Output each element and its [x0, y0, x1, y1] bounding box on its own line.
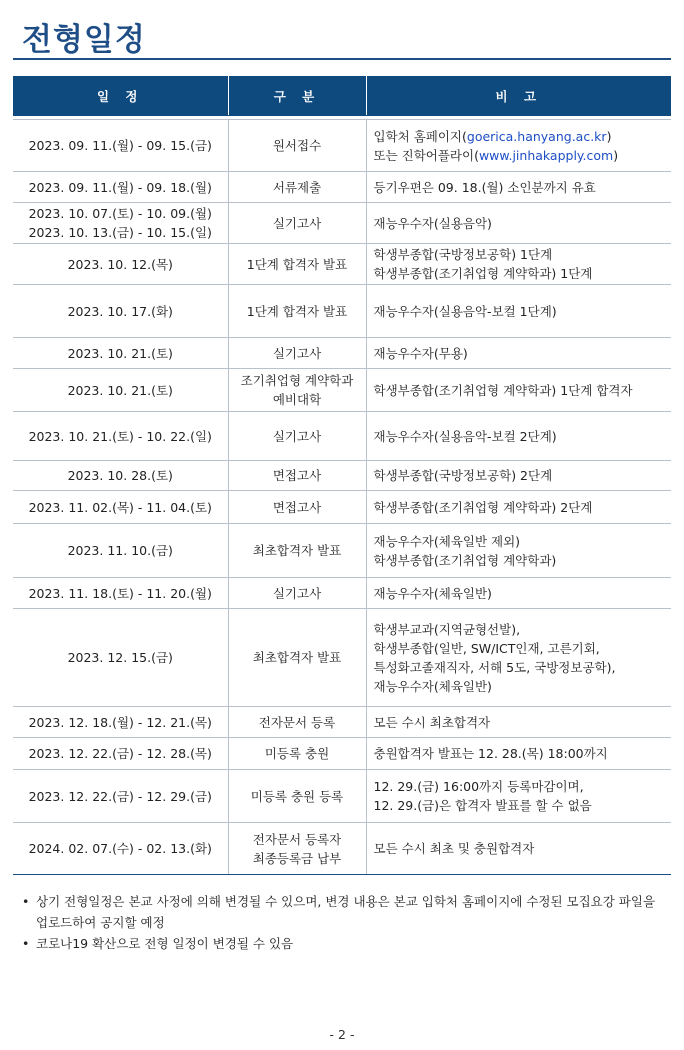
table-row	[13, 823, 671, 875]
date-cell: 2023. 10. 21.(토)	[13, 369, 228, 412]
type-cell: 미등록 충원	[228, 738, 366, 770]
type-line: 조기취업형 계약학과	[240, 373, 354, 388]
page-number: - 2 -	[329, 1027, 355, 1042]
date-cell: 2023. 11. 18.(토) - 11. 20.(월)	[13, 578, 228, 609]
footnote-item: • 상기 전형일정은 본교 사정에 의해 변경될 수 있으며, 변경 내용은 본교 입학처 홈페이지에 수정된 모집요강 파일을 업로드하여 공지할 예정	[22, 891, 662, 933]
table-row	[13, 609, 671, 707]
note-line: 학생부종합(조기취업형 계약학과)	[373, 552, 557, 568]
table-row	[13, 285, 671, 338]
table-row	[13, 707, 671, 738]
type-cell: 실기고사	[228, 203, 366, 244]
date-cell: 2023. 12. 15.(금)	[13, 609, 228, 707]
date-cell: 2023. 09. 11.(월) - 09. 15.(금)	[13, 120, 228, 172]
note-cell: 모든 수시 최초합격자	[366, 707, 671, 738]
date-cell: 2023. 12. 22.(금) - 12. 28.(목)	[13, 738, 228, 770]
note-line: 학생부교과(지역균형선발),	[373, 621, 521, 637]
type-cell	[228, 369, 366, 412]
table-row	[13, 412, 671, 461]
date-cell: 2023. 10. 12.(목)	[13, 244, 228, 285]
type-cell: 전자문서 등록	[228, 707, 366, 738]
table-row	[13, 172, 671, 203]
note-cell: 재능우수자(실용음악)	[366, 203, 671, 244]
note-cell: 재능우수자(실용음악-보컬 1단계)	[366, 285, 671, 338]
date-cell: 2023. 11. 02.(목) - 11. 04.(토)	[13, 491, 228, 524]
note-cell: 재능우수자(무용)	[366, 338, 671, 369]
schedule-table	[13, 76, 671, 875]
note-line: 12. 29.(금)은 합격자 발표를 할 수 없음	[373, 798, 592, 813]
table-row	[13, 770, 671, 823]
date-line: 2023. 10. 13.(금) - 10. 15.(일)	[28, 225, 212, 240]
note-text: 또는 진학어플라이(	[373, 147, 479, 163]
note-text: 입학처 홈페이지(	[373, 128, 467, 144]
column-header-date: 일 정	[13, 76, 228, 116]
table-row	[13, 120, 671, 172]
table-row	[13, 491, 671, 524]
type-cell: 실기고사	[228, 338, 366, 369]
note-cell	[366, 609, 671, 707]
note-cell	[366, 524, 671, 578]
column-header-note: 비 고	[366, 76, 671, 116]
note-line: 특성화고졸재직자, 서해 5도, 국방정보공학),	[373, 659, 616, 675]
table-row	[13, 244, 671, 285]
note-line	[374, 127, 667, 146]
note-cell: 모든 수시 최초 및 충원합격자	[366, 823, 671, 875]
date-cell: 2024. 02. 07.(수) - 02. 13.(화)	[13, 823, 228, 875]
note-cell: 학생부종합(조기취업형 계약학과) 2단계	[366, 491, 671, 524]
note-line: 재능우수자(체육일반 제외)	[373, 533, 521, 549]
type-line: 예비대학	[272, 392, 322, 407]
note-cell: 등기우편은 09. 18.(월) 소인분까지 유효	[366, 172, 671, 203]
type-cell: 면접고사	[228, 461, 366, 491]
note-text: )	[613, 147, 619, 163]
title-underline	[13, 58, 671, 60]
footnote-list	[22, 891, 662, 954]
note-line	[374, 146, 667, 165]
date-cell: 2023. 10. 21.(토) - 10. 22.(일)	[13, 412, 228, 461]
note-cell	[366, 770, 671, 823]
note-cell: 학생부종합(조기취업형 계약학과) 1단계 합격자	[366, 369, 671, 412]
note-cell: 재능우수자(체육일반)	[366, 578, 671, 609]
note-line: 12. 29.(금) 16:00까지 등록마감이며,	[373, 779, 584, 794]
type-cell: 최초합격자 발표	[228, 524, 366, 578]
note-line: 학생부종합(국방정보공학) 1단계	[373, 247, 553, 262]
table-row	[13, 369, 671, 412]
note-text: )	[606, 128, 612, 144]
note-cell: 충원합격자 발표는 12. 28.(목) 18:00까지	[366, 738, 671, 770]
type-cell: 1단계 합격자 발표	[228, 285, 366, 338]
date-cell: 2023. 12. 18.(월) - 12. 21.(목)	[13, 707, 228, 738]
note-cell: 학생부종합(국방정보공학) 2단계	[366, 461, 671, 491]
table-row	[13, 524, 671, 578]
date-cell: 2023. 10. 28.(토)	[13, 461, 228, 491]
type-cell: 서류제출	[228, 172, 366, 203]
note-cell: 재능우수자(실용음악-보컬 2단계)	[366, 412, 671, 461]
date-cell: 2023. 09. 11.(월) - 09. 18.(월)	[13, 172, 228, 203]
type-cell: 최초합격자 발표	[228, 609, 366, 707]
date-cell: 2023. 10. 21.(토)	[13, 338, 228, 369]
type-cell: 미등록 충원 등록	[228, 770, 366, 823]
date-cell: 2023. 10. 17.(화)	[13, 285, 228, 338]
table-row	[13, 338, 671, 369]
column-header-type: 구 분	[228, 76, 366, 116]
table-row	[13, 738, 671, 770]
type-cell: 실기고사	[228, 412, 366, 461]
note-line: 학생부종합(일반, SW/ICT인재, 고른기회,	[373, 640, 600, 656]
type-cell: 면접고사	[228, 491, 366, 524]
type-line: 최종등록금 납부	[252, 850, 342, 866]
type-line: 전자문서 등록자	[252, 831, 342, 847]
page-title: 전형일정	[22, 22, 146, 58]
date-cell: 2023. 11. 10.(금)	[13, 524, 228, 578]
table-row	[13, 461, 671, 491]
note-line: 재능우수자(체육일반)	[373, 678, 492, 694]
date-cell	[13, 203, 228, 244]
type-cell	[228, 823, 366, 875]
table-row	[13, 578, 671, 609]
homepage-link[interactable]: goerica.hanyang.ac.kr	[466, 128, 607, 144]
jinhakapply-link[interactable]: www.jinhakapply.com	[478, 147, 614, 163]
type-cell: 실기고사	[228, 578, 366, 609]
note-cell	[366, 120, 671, 172]
date-line: 2023. 10. 07.(토) - 10. 09.(월)	[28, 206, 212, 221]
note-line: 학생부종합(조기취업형 계약학과) 1단계	[373, 266, 593, 281]
table-header-row	[13, 76, 671, 116]
date-cell: 2023. 12. 22.(금) - 12. 29.(금)	[13, 770, 228, 823]
table-row	[13, 203, 671, 244]
type-cell: 원서접수	[228, 120, 366, 172]
footnote-item: • 코로나19 확산으로 전형 일정이 변경될 수 있음	[22, 933, 662, 954]
type-cell: 1단계 합격자 발표	[228, 244, 366, 285]
note-cell	[366, 244, 671, 285]
